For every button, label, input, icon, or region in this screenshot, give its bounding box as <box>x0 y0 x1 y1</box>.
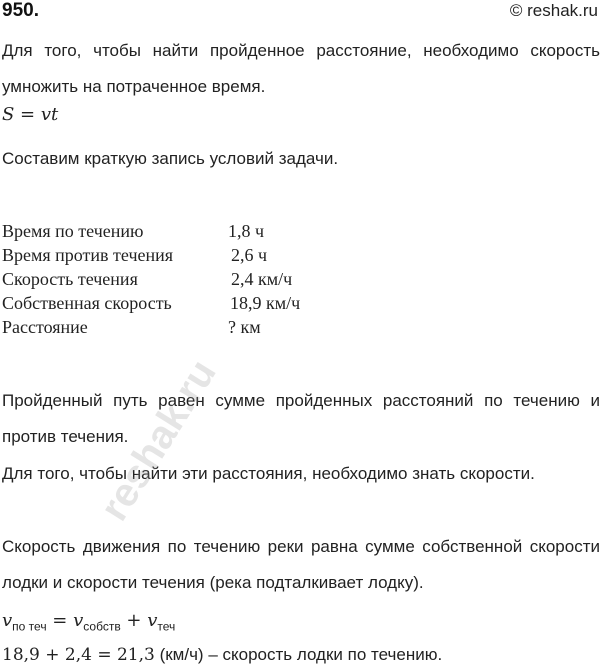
calc-unit: (км/ч) <box>154 645 204 664</box>
task-number: 950. <box>2 0 39 21</box>
calculation-line <box>2 645 442 665</box>
speeds-block <box>2 456 600 492</box>
condition-value: 2,4 км/ч <box>231 269 293 289</box>
condition-label: Время против течения <box>2 245 174 265</box>
condition-value: 1,8 ч <box>228 221 265 241</box>
equals-sign: = <box>46 610 74 631</box>
condition-label: Расстояние <box>2 317 88 337</box>
downstream-formula <box>2 610 175 634</box>
path-block <box>2 383 600 455</box>
plus-sign: + <box>120 610 148 631</box>
symbol-v: v <box>2 610 13 631</box>
condition-value: 2,6 ч <box>231 245 268 265</box>
calc-expression: 18,9 + 2,4 = 21,3 <box>2 645 155 665</box>
calc-text: – скорость лодки по течению. <box>203 645 443 664</box>
condition-value: 18,9 км/ч <box>230 293 301 313</box>
distance-formula: S = vt <box>2 104 59 125</box>
downstream-paragraph: Скорость движения по течению реки равна сумме собственной скорости лодки и скорости течения (река подталкивает лодку). <box>2 537 600 592</box>
subscript-own: собств <box>83 619 121 634</box>
watermark-logo: reshak.ru <box>92 352 225 529</box>
condition-label: Скорость течения <box>2 269 138 289</box>
summary-line: Составим краткую запись условий задачи. <box>2 149 339 168</box>
symbol-v: v <box>147 610 158 631</box>
site-copyright[interactable]: © reshak.ru <box>509 1 598 20</box>
speeds-paragraph: Для того, чтобы найти эти расстояния, необходимо знать скорости. <box>2 464 535 483</box>
intro-paragraph: Для того, чтобы найти пройденное расстояние, необходимо скорость умножить на потраченное время. <box>2 41 600 96</box>
condition-label: Время по течению <box>2 221 144 241</box>
condition-label: Собственная скорость <box>2 293 172 313</box>
condition-value: ? км <box>228 317 261 337</box>
header <box>0 0 602 24</box>
intro-block <box>2 33 600 105</box>
subscript-current: теч <box>157 619 176 634</box>
path-paragraph: Пройденный путь равен сумме пройденных расстояний по течению и против течения. <box>2 391 600 446</box>
downstream-block <box>2 529 600 601</box>
subscript-downstream: по теч <box>12 619 47 634</box>
symbol-v: v <box>73 610 84 631</box>
